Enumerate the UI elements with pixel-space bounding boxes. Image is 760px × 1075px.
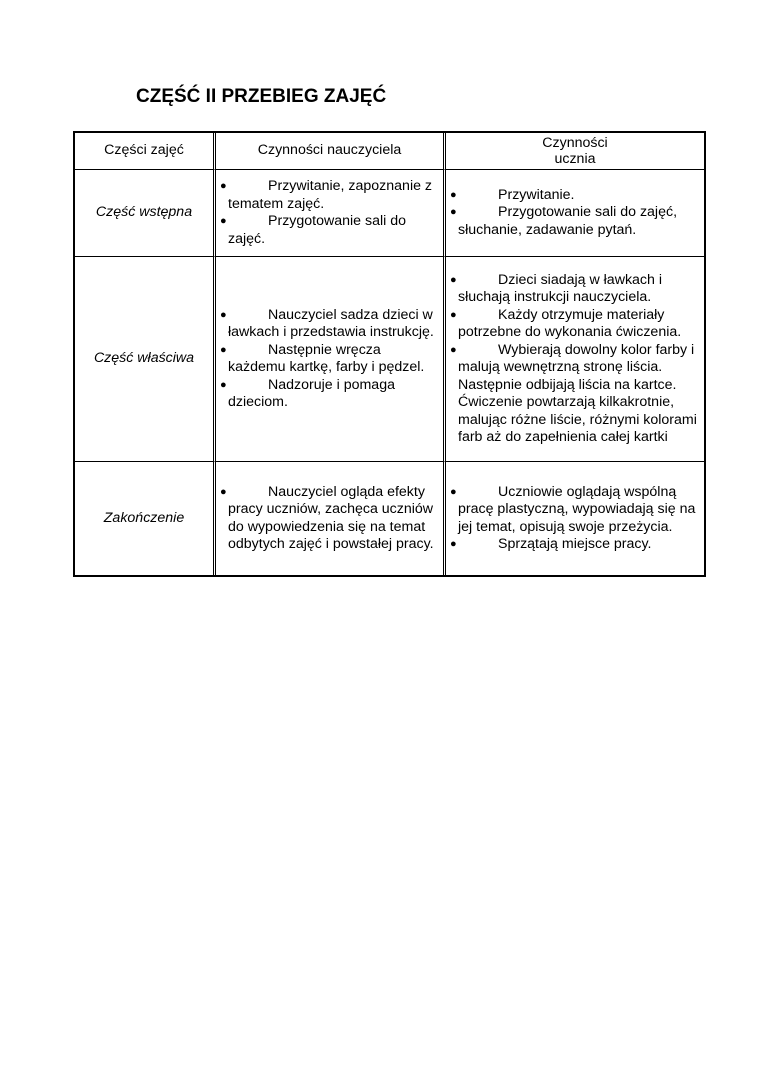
row-label: Część właściwa <box>75 257 216 462</box>
table-row <box>75 462 704 575</box>
list-item <box>222 484 439 554</box>
bullet-icon: ● <box>220 215 227 227</box>
header-student <box>446 133 704 170</box>
teacher-cell <box>216 462 446 575</box>
student-list <box>446 480 704 558</box>
list-item-text: Przygotowanie sali do zajęć, słuchanie, zadawanie pytań. <box>458 204 678 238</box>
list-item-text: Przygotowanie sali do zajęć. <box>228 213 407 247</box>
teacher-list <box>216 480 443 558</box>
row-label: Część wstępna <box>75 170 216 257</box>
list-item-text: Przywitanie, zapoznanie z tematem zajęć. <box>228 178 433 212</box>
bullet-icon: ● <box>220 308 227 321</box>
list-item-text: Sprzątają miejsce pracy. <box>498 536 652 552</box>
teacher-list <box>216 303 443 416</box>
teacher-cell <box>216 170 446 257</box>
list-item <box>452 342 700 447</box>
bullet-icon: ● <box>450 485 457 498</box>
list-item-text: Nauczyciel sadza dzieci w ławkach i przedstawia instrukcję. <box>228 306 434 340</box>
student-cell <box>446 170 704 257</box>
list-item <box>452 272 700 307</box>
bullet-icon: ● <box>450 343 457 356</box>
bullet-icon: ● <box>450 538 457 550</box>
list-item-text: Uczniowie oglądają wspólną pracę plastyczną, wypowiadają się na jej temat, opisują swoje przeżycia. <box>458 483 696 535</box>
student-cell <box>446 462 704 575</box>
header-parts: Części zajęć <box>75 133 216 170</box>
list-item <box>452 484 700 537</box>
bullet-icon: ● <box>450 273 457 286</box>
lesson-plan-table <box>73 131 706 577</box>
list-item <box>452 187 700 205</box>
list-item-text: Następnie wręcza każdemu kartkę, farby i pędzel. <box>228 341 425 375</box>
list-item-text: Wybierają dowolny kolor farby i malują wewnętrzną stronę liścia. Następnie odbijają liścia na kartce. Ćwiczenie powtarzają kilkakrotnie, malując różne liście, różnymi kolorami farb aż do zapełnienia całej kartki <box>458 341 697 445</box>
teacher-list <box>216 174 443 252</box>
row-label: Zakończenie <box>75 462 216 575</box>
list-item-text: Przywitanie. <box>498 186 575 203</box>
list-item <box>222 342 439 377</box>
list-item-text: Nadzoruje i pomaga dzieciom. <box>228 376 395 410</box>
list-item <box>452 307 700 342</box>
bullet-icon: ● <box>220 485 227 498</box>
bullet-icon: ● <box>220 343 227 356</box>
student-list <box>446 183 704 244</box>
table-row <box>75 257 704 462</box>
header-student-text: Czynności ucznia <box>542 135 608 167</box>
bullet-icon: ● <box>450 206 457 219</box>
list-item <box>222 213 439 248</box>
list-item <box>222 178 439 213</box>
page-title: CZĘŚĆ II PRZEBIEG ZAJĘĆ <box>136 86 387 107</box>
table-row <box>75 170 704 257</box>
list-item <box>452 204 700 239</box>
header-teacher: Czynności nauczyciela <box>216 133 446 170</box>
bullet-icon: ● <box>220 378 227 391</box>
bullet-icon: ● <box>450 188 457 201</box>
list-item-text: Każdy otrzymuje materiały potrzebne do wykonania ćwiczenia. <box>458 306 682 340</box>
bullet-icon: ● <box>220 180 227 192</box>
list-item <box>222 307 439 342</box>
list-item <box>222 377 439 412</box>
list-item-text: Nauczyciel ogląda efekty pracy uczniów, zachęca uczniów do wypowiedzenia się na temat odbytych zajęć i powstałej pracy. <box>228 483 434 552</box>
list-item-text: Dzieci siadają w ławkach i słuchają instrukcji nauczyciela. <box>458 271 663 305</box>
teacher-cell <box>216 257 446 462</box>
bullet-icon: ● <box>450 308 457 321</box>
student-cell <box>446 257 704 462</box>
student-list <box>446 268 704 451</box>
list-item <box>452 536 700 554</box>
table-header-row <box>75 133 704 170</box>
